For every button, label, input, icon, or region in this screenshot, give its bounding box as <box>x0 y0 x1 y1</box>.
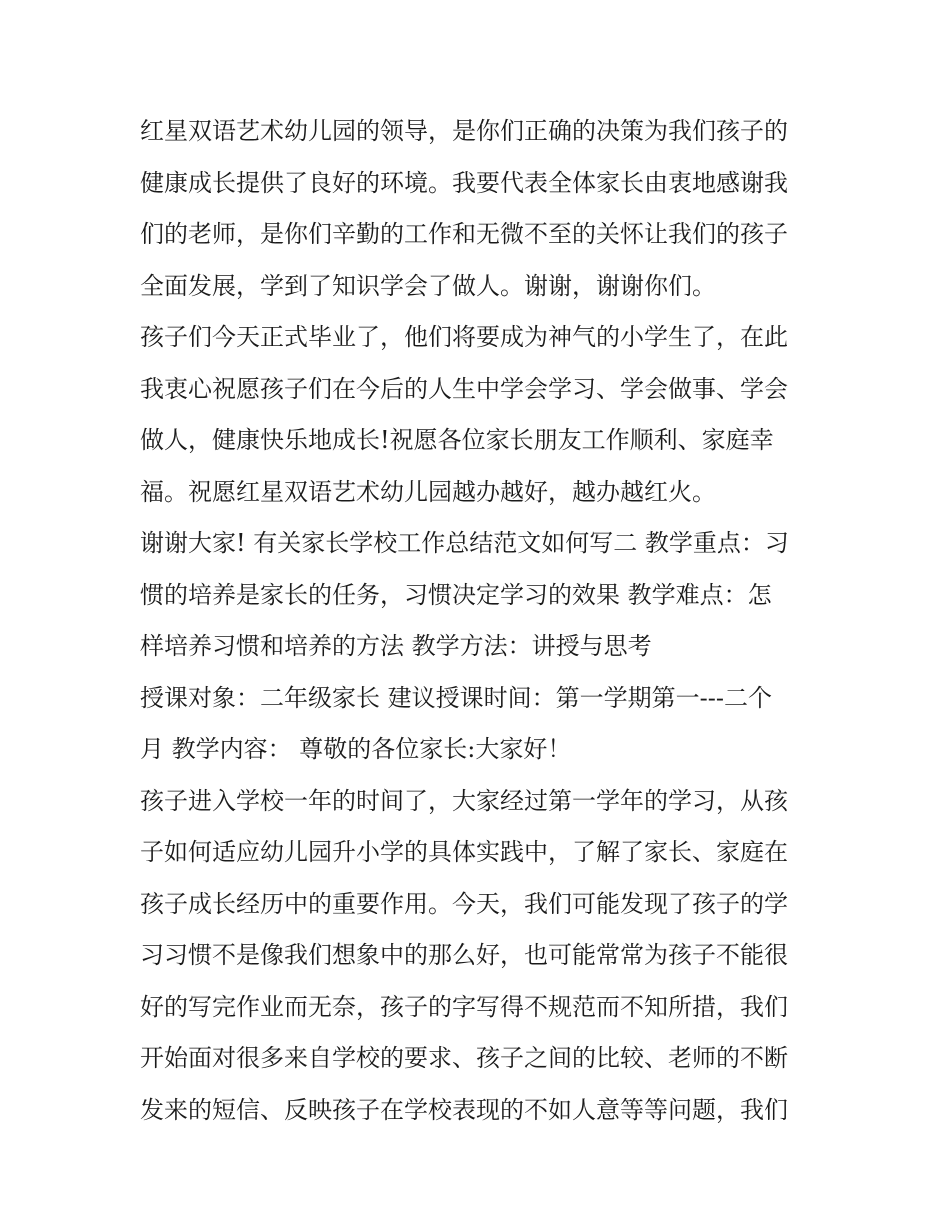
text-line-15: 子如何适应幼儿园升小学的具体实践中，了解了家长、家庭在 <box>140 838 788 866</box>
text-line-20: 发来的短信、反映孩子在学校表现的不如人意等等问题，我们 <box>140 1095 788 1124</box>
text-line-3: 们的老师，是你们辛勤的工作和无微不至的关怀让我们的孩子 <box>140 220 788 248</box>
text-line-1: 红星双语艺术幼儿园的领导，是你们正确的决策为我们孩子的 <box>140 117 788 145</box>
text-line-14: 孩子进入学校一年的时间了，大家经过第一学年的学习，从孩 <box>140 786 788 815</box>
text-line-5: 孩子们今天正式毕业了，他们将要成为神气的小学生了，在此 <box>140 323 788 351</box>
text-line-6: 我衷心祝愿孩子们在今后的人生中学会学习、学会做事、学会 <box>140 374 788 403</box>
text-line-7: 做人，健康快乐地成长!祝愿各位家长朋友工作顺利、家庭幸 <box>140 426 774 454</box>
text-line-13: 月 教学内容： 尊敬的各位家长:大家好！ <box>140 735 572 763</box>
text-line-19: 开始面对很多来自学校的要求、孩子之间的比较、老师的不断 <box>140 1044 788 1072</box>
text-line-17: 习习惯不是像我们想象中的那么好，也可能常常为孩子不能很 <box>140 941 788 969</box>
text-line-18: 好的写完作业而无奈，孩子的字写得不规范而不知所措，我们 <box>140 992 788 1021</box>
text-line-11: 样培养习惯和培养的方法 教学方法：讲授与思考 <box>140 632 652 660</box>
text-line-2: 健康成长提供了良好的环境。我要代表全体家长由衷地感谢我 <box>140 168 788 197</box>
text-line-8: 福。祝愿红星双语艺术幼儿园越办越好，越办越红火。 <box>140 477 716 506</box>
text-line-12: 授课对象：二年级家长 建议授课时间：第一学期第一---二个 <box>140 683 772 712</box>
text-line-4: 全面发展，学到了知识学会了做人。谢谢，谢谢你们。 <box>140 271 716 300</box>
text-line-10: 惯的培养是家长的任务，习惯决定学习的效果 教学难点：怎 <box>140 580 772 609</box>
body-text <box>140 106 820 1136</box>
text-line-9: 谢谢大家! 有关家长学校工作总结范文如何写二 教学重点：习 <box>140 529 789 557</box>
text-line-16: 孩子成长经历中的重要作用。今天，我们可能发现了孩子的学 <box>140 889 788 918</box>
